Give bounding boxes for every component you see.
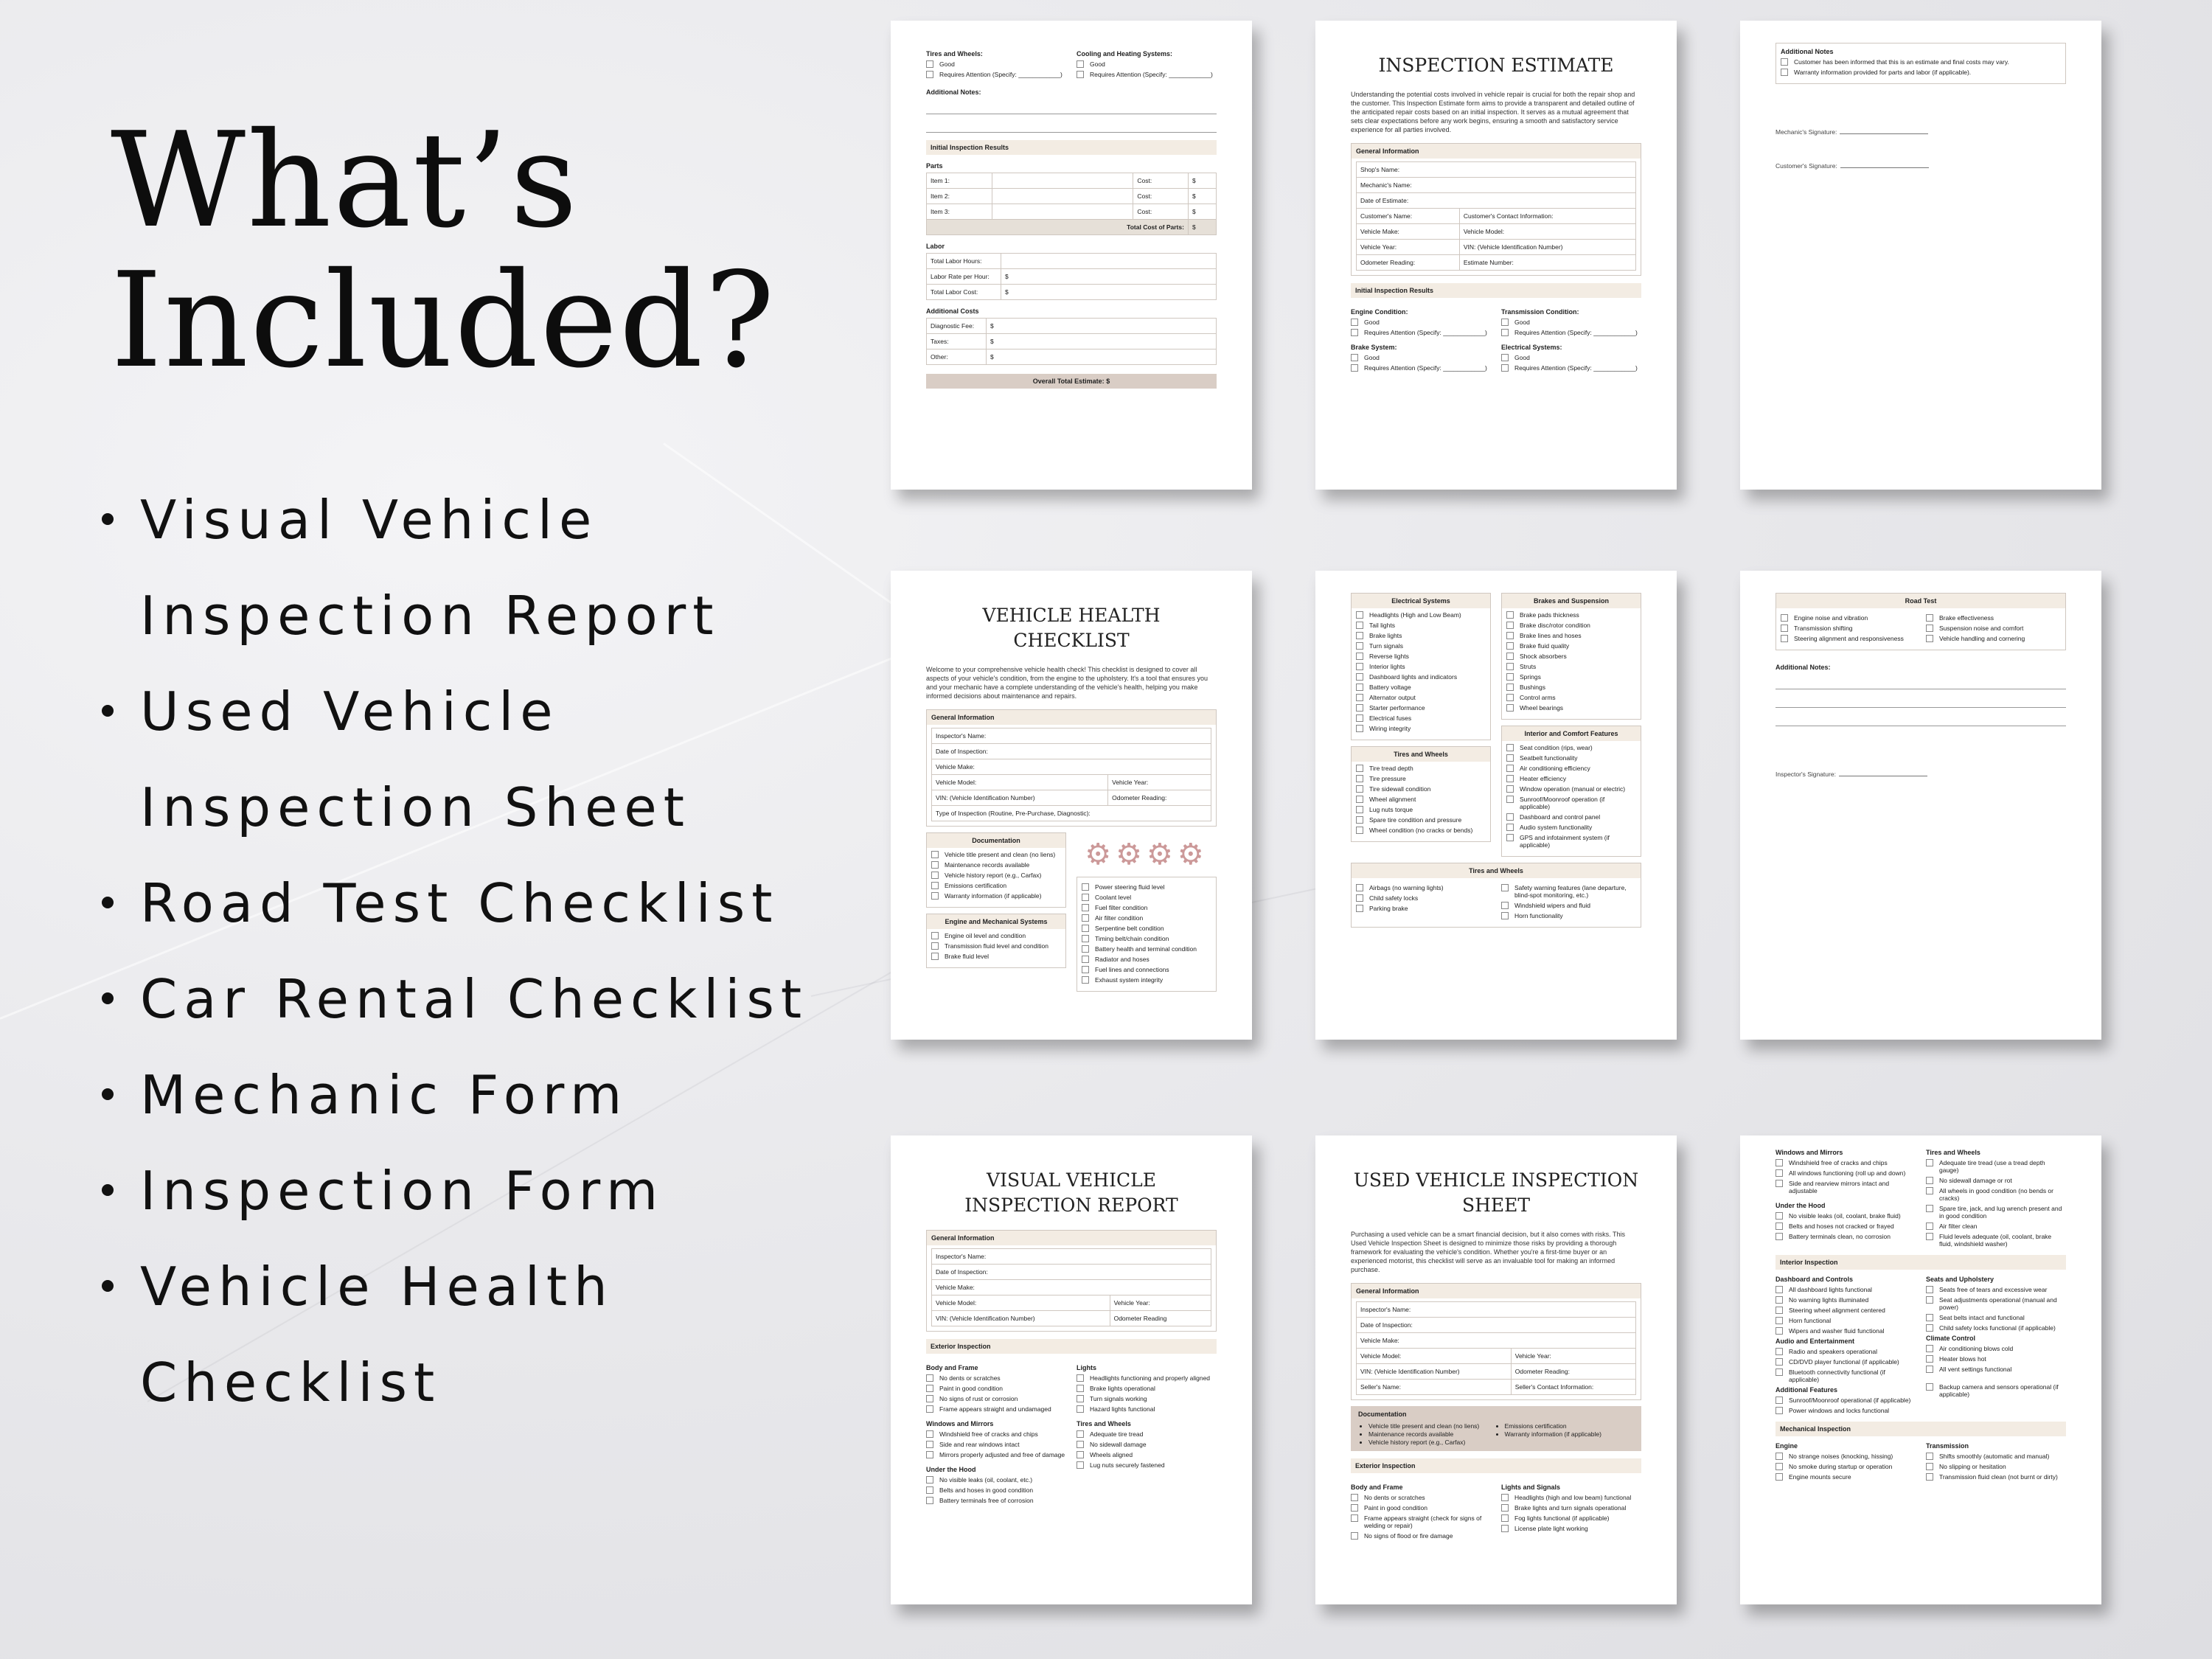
checkbox-item[interactable]: Brake pads thickness: [1506, 611, 1636, 619]
checkbox-item[interactable]: No smoke during startup or operation: [1775, 1463, 1916, 1470]
checkbox-item[interactable]: Lug nuts securely fastened: [1077, 1461, 1217, 1469]
checkbox-item[interactable]: Air conditioning efficiency: [1506, 765, 1636, 772]
checkbox-item[interactable]: Parking brake: [1356, 905, 1491, 912]
list-item: • Warranty information (if applicable): [1505, 1430, 1635, 1439]
additional-costs-table: Diagnostic Fee: $ Taxes: $ Other: $: [926, 318, 1217, 365]
checkbox-item[interactable]: Battery terminals clean, no corrosion: [1775, 1233, 1916, 1240]
checkbox-item[interactable]: Serpentine belt condition: [1082, 925, 1211, 932]
checkbox-item[interactable]: Good: [926, 60, 1066, 68]
checkbox-item[interactable]: All windows functioning (roll up and down): [1775, 1169, 1916, 1177]
included-list: [96, 472, 877, 1430]
checkbox-item[interactable]: Fuel filter condition: [1082, 904, 1211, 911]
checkbox-item[interactable]: Child safety locks functional (if applicable): [1926, 1324, 2066, 1332]
checkbox-item[interactable]: Shifts smoothly (automatic and manual): [1926, 1453, 2066, 1460]
mechanic-signature-label: Mechanic's Signature:: [1775, 128, 1837, 136]
checkbox-item[interactable]: Audio system functionality: [1506, 824, 1636, 831]
checkbox-item[interactable]: Good: [1501, 354, 1641, 361]
section-label: Cooling and Heating Systems:: [1077, 50, 1173, 58]
checkbox-item[interactable]: Lug nuts torque: [1356, 806, 1486, 813]
checkbox-item[interactable]: Fuel lines and connections: [1082, 966, 1211, 973]
checkbox-item[interactable]: Brake lines and hoses: [1506, 632, 1636, 639]
notes-line[interactable]: [926, 99, 1217, 114]
page-used-vehicle-interior: Windows and Mirrors Windshield free of cracks and chips All windows functioning (roll up and down) Side and rearview mirrors intact and adjustable Under the Hood No visible leaks (oil, coolant, brake fluid) Belts and hoses not cracked or frayed Battery terminals clean, no corrosion Tires and Wheels Adequate tire tread (use a tread depth gauge) No sidewall damage or rot All wheels in good condition (no bends or cracks) Spare tire, jack, and lug wrench present and in good condition Air filter clean Fluid levels adequate (oil, coolant, brake fluid, windshield washer) Interior Inspection Dashboard and Controls All dashboard lights functional No warning lights illuminated Steering wheel alignment centered Horn functional Wipers and washer fluid functional Audio and Entertainment Radio and speakers operational CD/DVD player functional (if applicable) Bluetooth connectivity functional (if applicable) Additional Features Sunroof/Moonroof operational (if applicable) Power windows and locks functional Seats and Upholstery Seats free of tears and excessive wear Seat adjustments operational (manual and power) Seat belts intact and functional Child safety locks functional (if applicable) Climate Control Air conditioning blows cold Heater blows hot All vent settings functional Backup camera and sensors operational (if applicable) Mechanical Inspection Engine No strange noises (knocking, hissing) No smoke during startup or operation Engine mounts secure Transmission Shifts smoothly (automatic and manual) No slipping or hesitation Transmission fluid clean (not burnt or dirty): [1740, 1135, 2101, 1604]
checkbox-item[interactable]: No warning lights illuminated: [1775, 1296, 1916, 1304]
checkbox-item[interactable]: Backup camera and sensors operational (if applicable): [1926, 1383, 2066, 1398]
checkbox-item[interactable]: No slipping or hesitation: [1926, 1463, 2066, 1470]
checkbox-item[interactable]: Mirrors properly adjusted and free of damage: [926, 1451, 1066, 1458]
notes-line[interactable]: [1775, 692, 2066, 708]
general-info-table: Inspector's Name: Date of Inspection: Vehicle Make: Vehicle Model: Vehicle Year: VIN: (Vehicle Identification Number) Odometer Reading: [931, 1248, 1211, 1326]
checkbox-item[interactable]: No dents or scratches: [1351, 1494, 1491, 1501]
page-used-vehicle-inspection-sheet: USED VEHICLE INSPECTION SHEET Purchasing a used vehicle can be a smart financial decision, but it also comes with risks. This Used Vehicle Inspection Sheet is designed to minimize those risks by providing a thorough framework for evaluating the vehicle's condition. Whether you're a first-time buyer or an experienced motorist, this checklist will serve as an invaluable tool for making an informed purchase. General Information Inspector's Name: Date of Inspection: Vehicle Make: Vehicle Model: Vehicle Year: VIN: (Vehicle Identification Number) Odometer Reading: Seller's Name: Seller's Contact Information: Documentation • Vehicle title present and clean (no liens) • Maintenance records available • Vehicle history report (e.g., Carfax) • Emissions certification • Warranty information (if applicable) Exterior Inspection Body and Frame No dents or scratches Paint in good condition Frame appears straight (check for signs of welding or repair) No signs of flood or fire damage Lights and Signals Headlights (high and low beam) functional Brake lights and turn signals operational Fog lights functional (if applicable) License plate light working: [1315, 1135, 1677, 1604]
checkbox-item[interactable]: Adequate tire tread (use a tread depth gauge): [1926, 1159, 2066, 1174]
checkbox-item[interactable]: Steering alignment and responsiveness: [1781, 635, 1916, 642]
checkbox-item[interactable]: Windshield wipers and fluid: [1501, 902, 1636, 909]
checkbox-item[interactable]: Bluetooth connectivity functional (if applicable): [1775, 1368, 1916, 1383]
parts-table: Item 1: Cost: $ Item 2: Cost: $ Item 3: Cost: $ Total Cost of Parts: $: [926, 173, 1217, 235]
list-item: • Vehicle history report (e.g., Carfax): [1368, 1439, 1498, 1447]
checkbox-item[interactable]: Transmission shifting: [1781, 625, 1916, 632]
checkbox-item[interactable]: Requires Attention (Specify: ____________): [1351, 329, 1491, 336]
checkbox-item[interactable]: Coolant level: [1082, 894, 1211, 901]
section-label: Tires and Wheels:: [926, 50, 983, 58]
checkbox-item[interactable]: Wipers and washer fluid functional: [1775, 1327, 1916, 1335]
section-header: Interior and Comfort Features: [1502, 726, 1641, 741]
checkbox-item[interactable]: Brake disc/rotor condition: [1506, 622, 1636, 629]
checkbox-item[interactable]: Emissions certification: [931, 882, 1061, 889]
checkbox-item[interactable]: Sunroof/Moonroof operational (if applicable): [1775, 1397, 1916, 1404]
checkbox-item[interactable]: Airbags (no warning lights): [1356, 884, 1491, 891]
checkbox-item[interactable]: Wiring integrity: [1356, 725, 1486, 732]
checkbox-item[interactable]: Alternator output: [1356, 694, 1486, 701]
checkbox-item[interactable]: Wheel condition (no cracks or bends): [1356, 827, 1486, 834]
checkbox-item[interactable]: Windshield free of cracks and chips: [926, 1430, 1066, 1438]
section-header: Interior Inspection: [1775, 1255, 2066, 1270]
page-inspection-estimate: INSPECTION ESTIMATE Understanding the potential costs involved in vehicle repair is crucial for both the repair shop and the customer. This Inspection Estimate form aims to provide a transparent and detailed outline of the anticipated repair costs based on an initial inspection. It serves as a mutual agreement that sets clear expectations before any work begins, ensuring a smooth and satisfactory service experience for all parties involved. General Information Shop's Name: Mechanic's Name: Date of Estimate: Customer's Name: Customer's Contact Information: Vehicle Make: Vehicle Model: Vehicle Year: VIN: (Vehicle Identification Number) Odometer Reading: Estimate Number: Initial Inspection Results Engine Condition: Good Requires Attention (Specify: ____________) Brake System: Good Requires Attention (Specify: ____________) Transmission Condition: Good Requires Attention (Specify: ____________) Electrical Systems: Good Requires Attention (Specify: ____________): [1315, 21, 1677, 490]
checkbox-item[interactable]: License plate light working: [1501, 1525, 1641, 1532]
checkbox-item[interactable]: Engine oil level and condition: [931, 932, 1061, 939]
section-header: General Information: [1352, 144, 1641, 159]
checkbox-item[interactable]: Brake fluid level: [931, 953, 1061, 960]
checkbox-item[interactable]: Radio and speakers operational: [1775, 1348, 1916, 1355]
checkbox-item[interactable]: Transmission fluid clean (not burnt or dirty): [1926, 1473, 2066, 1481]
section-header: Engine and Mechanical Systems: [927, 914, 1065, 929]
checkbox-item[interactable]: No sidewall damage: [1077, 1441, 1217, 1448]
checkbox-item[interactable]: Suspension noise and comfort: [1926, 625, 2061, 632]
checkbox-item[interactable]: Exhaust system integrity: [1082, 976, 1211, 984]
section-header: Tires and Wheels: [1352, 863, 1641, 878]
checkbox-item[interactable]: Child safety locks: [1356, 894, 1491, 902]
checkbox-item[interactable]: Warranty information (if applicable): [931, 892, 1061, 900]
checkbox-item[interactable]: Sunroof/Moonroof operation (if applicable): [1506, 796, 1636, 810]
list-item: Mechanic Form: [96, 1047, 877, 1143]
checkbox-item[interactable]: Frame appears straight and undamaged: [926, 1405, 1066, 1413]
checkbox-item[interactable]: Good: [1351, 354, 1491, 361]
list-item: Visual Vehicle Inspection Report: [96, 472, 877, 664]
checkbox-item[interactable]: Vehicle title present and clean (no liens): [931, 851, 1061, 858]
checkbox-item[interactable]: Seat belts intact and functional: [1926, 1314, 2066, 1321]
checkbox-item[interactable]: Windshield free of cracks and chips: [1775, 1159, 1916, 1166]
section-header: Electrical Systems: [1352, 594, 1490, 608]
checkbox-item[interactable]: Power steering fluid level: [1082, 883, 1211, 891]
checkbox-item[interactable]: Brake fluid quality: [1506, 642, 1636, 650]
intro-text: Understanding the potential costs involved in vehicle repair is crucial for both the repair shop and the customer. This Inspection Estimate form aims to provide a transparent and detailed outline of the anticipated repair costs based on an initial inspection. It serves as a mutual agreement that sets clear expectations before any work begins, ensuring a smooth and satisfactory service experience for all parties involved.: [1351, 91, 1635, 133]
checkbox-item[interactable]: All vent settings functional: [1926, 1366, 2066, 1373]
list-item: Car Rental Checklist: [96, 951, 877, 1047]
overall-total-label: Overall Total Estimate:: [1032, 378, 1105, 385]
checkbox-item[interactable]: Tire pressure: [1356, 775, 1486, 782]
list-item: • Maintenance records available: [1368, 1430, 1498, 1439]
checkbox-item[interactable]: Fluid levels adequate (oil, coolant, brake fluid, windshield washer): [1926, 1233, 2066, 1248]
section-label: Labor: [926, 243, 945, 250]
section-header: General Information: [927, 710, 1216, 725]
checkbox-item[interactable]: Frame appears straight (check for signs of welding or repair): [1351, 1514, 1491, 1529]
notes-line[interactable]: [1775, 711, 2066, 726]
checkbox-item[interactable]: No signs of rust or corrosion: [926, 1395, 1066, 1402]
headline: [111, 104, 776, 397]
notes-label: Additional Notes:: [1775, 664, 1831, 671]
page-health-checklist-systems: [1315, 571, 1677, 1040]
section-header: Brakes and Suspension: [1502, 594, 1641, 608]
checkbox-item[interactable]: Headlights (high and low beam) functional: [1501, 1494, 1641, 1501]
checkbox-item[interactable]: Requires Attention (Specify: ____________): [926, 71, 1066, 78]
section-header: Road Test: [1776, 594, 2065, 608]
section-header: Tires and Wheels: [1352, 747, 1490, 762]
page-estimate-costs: Tires and Wheels: Good Requires Attention (Specify: ____________) Cooling and Heating Systems: Good Requires Attention (Specify: ____________) Additional Notes: Initial Inspection Results Parts Item 1: Cost: $ Item 2: Cost: $ Item 3: Cost: $ Total Cost of Parts: $ Labor Total Labor Hours: Labor Rate per Hour: $ Total Labor Cost: $ Additional Costs Diagnostic Fee: $ Taxes: $ Other: $ Overall Total Estimate: $: [891, 21, 1252, 490]
checkbox-item[interactable]: Tire sidewall condition: [1356, 785, 1486, 793]
checkbox-item[interactable]: Requires Attention (Specify: ____________): [1077, 71, 1217, 78]
checkbox-item[interactable]: Safety warning features (lane departure, blind-spot monitoring, etc.): [1501, 884, 1636, 899]
notes-line[interactable]: [926, 117, 1217, 133]
headline-line-1: What’s: [111, 104, 580, 257]
checkbox-item[interactable]: Starter performance: [1356, 704, 1486, 712]
checkbox-item[interactable]: Battery health and terminal condition: [1082, 945, 1211, 953]
list-item: • Vehicle title present and clean (no liens): [1368, 1422, 1498, 1430]
checkbox-item[interactable]: Electrical fuses: [1356, 714, 1486, 722]
section-header: General Information: [1352, 1284, 1641, 1298]
section-label: Additional Costs: [926, 307, 979, 315]
checkbox-item[interactable]: Belts and hoses in good condition: [926, 1486, 1066, 1494]
page-title: INSPECTION ESTIMATE: [1378, 55, 1614, 76]
checkbox-item[interactable]: Dashboard and control panel: [1506, 813, 1636, 821]
section-header: General Information: [927, 1231, 1216, 1245]
section-header: Initial Inspection Results: [1351, 283, 1641, 298]
checkbox-item[interactable]: Side and rear windows intact: [926, 1441, 1066, 1448]
checkbox-item[interactable]: Maintenance records available: [931, 861, 1061, 869]
list-item: Vehicle Health Checklist: [96, 1239, 877, 1430]
checkbox-item[interactable]: Heater efficiency: [1506, 775, 1636, 782]
checkbox-item[interactable]: Air filter clean: [1926, 1222, 2066, 1230]
page-visual-vehicle-inspection-report: VISUAL VEHICLE INSPECTION REPORT General Information Inspector's Name: Date of Inspection: Vehicle Make: Vehicle Model: Vehicle Year: VIN: (Vehicle Identification Number) Odometer Reading Exterior Inspection Body and Frame No dents or scratches Paint in good condition No signs of rust or corrosion Frame appears straight and undamaged Windows and Mirrors Windshield free of cracks and chips Side and rear windows intact Mirrors properly adjusted and free of damage Under the Hood No visible leaks (oil, coolant, etc.) Belts and hoses in good condition Battery terminals free of corrosion Lights Headlights functioning and properly aligned Brake lights operational Turn signals working Hazard lights functional Tires and Wheels Adequate tire tread No sidewall damage Wheels aligned Lug nuts securely fastened: [891, 1135, 1252, 1604]
checkbox-item[interactable]: Vehicle handling and cornering: [1926, 635, 2061, 642]
checkbox-item[interactable]: Requires Attention (Specify: ____________): [1501, 364, 1641, 372]
checkbox-item[interactable]: Spare tire condition and pressure: [1356, 816, 1486, 824]
checkbox-item[interactable]: Brake lights and turn signals operational: [1501, 1504, 1641, 1512]
checkbox-item[interactable]: No sidewall damage or rot: [1926, 1177, 2066, 1184]
checkbox-item[interactable]: Headlights functioning and properly aligned: [1077, 1374, 1217, 1382]
checkbox-item[interactable]: Interior lights: [1356, 663, 1486, 670]
checkbox-item[interactable]: Side and rearview mirrors intact and adjustable: [1775, 1180, 1916, 1194]
checkbox-item[interactable]: Requires Attention (Specify: ____________): [1351, 364, 1491, 372]
checkbox-item[interactable]: Battery terminals free of corrosion: [926, 1497, 1066, 1504]
checkbox-item[interactable]: Power windows and locks functional: [1775, 1407, 1916, 1414]
checkbox-item[interactable]: Springs: [1506, 673, 1636, 681]
list-item: Road Test Checklist: [96, 855, 877, 951]
general-info-table: Inspector's Name: Date of Inspection: Vehicle Make: Vehicle Model: Vehicle Year: VIN: (Vehicle Identification Number) Odometer Reading: Seller's Name: Seller's Contact Information:: [1356, 1301, 1636, 1395]
checkbox-item[interactable]: Belts and hoses not cracked or frayed: [1775, 1222, 1916, 1230]
checkbox-item[interactable]: Wheels aligned: [1077, 1451, 1217, 1458]
checkbox-item[interactable]: Good: [1077, 60, 1217, 68]
checkbox-item[interactable]: Wheel bearings: [1506, 704, 1636, 712]
checkbox-item[interactable]: Brake effectiveness: [1926, 614, 2061, 622]
section-header: Initial Inspection Results: [926, 140, 1217, 155]
page-title: VISUAL VEHICLE INSPECTION REPORT: [964, 1169, 1178, 1216]
checkbox-item[interactable]: Brake lights: [1356, 632, 1486, 639]
checkbox-item[interactable]: Customer has been informed that this is an estimate and final costs may vary.: [1781, 58, 2061, 66]
intro-text: Purchasing a used vehicle can be a smart financial decision, but it also comes with risks. This Used Vehicle Inspection Sheet is designed to minimize those risks by providing a thorough framework for evaluating the vehicle's condition. Whether you're a first-time buyer or an experienced motorist, this checklist will serve as an invaluable tool for making an informed purchase.: [1351, 1231, 1626, 1273]
checkbox-item[interactable]: Horn functionality: [1501, 912, 1636, 919]
checkbox-item[interactable]: No visible leaks (oil, coolant, etc.): [926, 1476, 1066, 1484]
checkbox-item[interactable]: Radiator and hoses: [1082, 956, 1211, 963]
checkbox-item[interactable]: Control arms: [1506, 694, 1636, 701]
checkbox-item[interactable]: Seat adjustments operational (manual and power): [1926, 1296, 2066, 1311]
checkbox-item[interactable]: Tire tread depth: [1356, 765, 1486, 772]
checkbox-item[interactable]: Tail lights: [1356, 622, 1486, 629]
checkbox-item[interactable]: No strange noises (knocking, hissing): [1775, 1453, 1916, 1460]
checkbox-item[interactable]: Good: [1501, 319, 1641, 326]
general-info-table: Shop's Name: Mechanic's Name: Date of Estimate: Customer's Name: Customer's Contact Information: Vehicle Make: Vehicle Model: Vehicle Year: VIN: (Vehicle Identification Number) Odometer Reading: Estimate Number:: [1356, 161, 1636, 271]
checkbox-item[interactable]: Hazard lights functional: [1077, 1405, 1217, 1413]
checkbox-item[interactable]: Paint in good condition: [926, 1385, 1066, 1392]
notes-label: Additional Notes:: [926, 88, 981, 96]
checkbox-item[interactable]: Engine noise and vibration: [1781, 614, 1916, 622]
checkbox-item[interactable]: Reverse lights: [1356, 653, 1486, 660]
checkbox-item[interactable]: Wheel alignment: [1356, 796, 1486, 803]
checkbox-item[interactable]: Requires Attention (Specify: ____________): [1501, 329, 1641, 336]
checkbox-item[interactable]: Brake lights operational: [1077, 1385, 1217, 1392]
page-road-test: [1740, 571, 2101, 1040]
checkbox-item[interactable]: Battery voltage: [1356, 684, 1486, 691]
checkbox-item[interactable]: Seats free of tears and excessive wear: [1926, 1286, 2066, 1293]
checkbox-item[interactable]: Window operation (manual or electric): [1506, 785, 1636, 793]
checkbox-item[interactable]: Steering wheel alignment centered: [1775, 1307, 1916, 1314]
checkbox-item[interactable]: No signs of flood or fire damage: [1351, 1532, 1491, 1540]
checkbox-item[interactable]: Vehicle history report (e.g., Carfax): [931, 872, 1061, 879]
checkbox-item[interactable]: Engine mounts secure: [1775, 1473, 1916, 1481]
checkbox-item[interactable]: Seat condition (rips, wear): [1506, 744, 1636, 751]
checkbox-item[interactable]: Struts: [1506, 663, 1636, 670]
list-item: • Emissions certification: [1505, 1422, 1635, 1430]
checkbox-item[interactable]: Fog lights functional (if applicable): [1501, 1514, 1641, 1522]
section-label: Additional Notes: [1781, 48, 1834, 55]
checkbox-item[interactable]: GPS and infotainment system (if applicable): [1506, 834, 1636, 849]
checkbox-item[interactable]: Paint in good condition: [1351, 1504, 1491, 1512]
checkbox-item[interactable]: Air filter condition: [1082, 914, 1211, 922]
checkbox-item[interactable]: No visible leaks (oil, coolant, brake fluid): [1775, 1212, 1916, 1220]
customer-signature-label: Customer's Signature:: [1775, 162, 1837, 170]
checkbox-item[interactable]: Spare tire, jack, and lug wrench present and in good condition: [1926, 1205, 2066, 1220]
checkbox-item[interactable]: Turn signals working: [1077, 1395, 1217, 1402]
checkbox-item[interactable]: Good: [1351, 319, 1491, 326]
page-title: VEHICLE HEALTH CHECKLIST: [982, 605, 1161, 651]
headline-line-2: Included?: [111, 244, 776, 397]
checkbox-item[interactable]: Warranty information provided for parts and labor (if applicable).: [1781, 69, 2061, 76]
checkbox-item[interactable]: Seatbelt functionality: [1506, 754, 1636, 762]
labor-table: Total Labor Hours: Labor Rate per Hour: $ Total Labor Cost: $: [926, 253, 1217, 300]
checkbox-item[interactable]: No dents or scratches: [926, 1374, 1066, 1382]
general-info-table: Inspector's Name: Date of Inspection: Vehicle Make: Vehicle Model: Vehicle Year: VIN: (Vehicle Identification Number) Odometer Reading: Type of Inspection (Routine, Pre-Purchase, Diagnostic):: [931, 728, 1211, 821]
checkbox-item[interactable]: CD/DVD player functional (if applicable): [1775, 1358, 1916, 1366]
section-header: Exterior Inspection: [926, 1339, 1217, 1354]
list-item: Used Vehicle Inspection Sheet: [96, 664, 877, 855]
checkbox-item[interactable]: Dashboard lights and indicators: [1356, 673, 1486, 681]
checkbox-item[interactable]: Bushings: [1506, 684, 1636, 691]
inspector-signature-label: Inspector's Signature:: [1775, 771, 1836, 778]
checkbox-item[interactable]: Transmission fluid level and condition: [931, 942, 1061, 950]
page-title: USED VEHICLE INSPECTION SHEET: [1353, 1169, 1639, 1216]
checkbox-item[interactable]: Air conditioning blows cold: [1926, 1345, 2066, 1352]
checkbox-item[interactable]: Turn signals: [1356, 642, 1486, 650]
documentation-box: Documentation • Vehicle title present and clean (no liens) • Maintenance records available • Vehicle history report (e.g., Carfax) • Emissions certification • Warranty information (if applicable): [1351, 1406, 1641, 1451]
intro-text: Welcome to your comprehensive vehicle health check! This checklist is designed to cover all aspects of your vehicle's condition, from the engine to the upholstery. It's a tool that ensures you and your mechanic have a complete understanding of the vehicle's health, helping you make informed decisions about maintenance and repairs.: [926, 666, 1208, 700]
gear-icon: ⚙⚙⚙⚙: [1085, 838, 1208, 871]
section-header: Documentation: [927, 833, 1065, 848]
checkbox-item[interactable]: Heater blows hot: [1926, 1355, 2066, 1363]
notes-line[interactable]: [1775, 674, 2066, 689]
list-item: Inspection Form: [96, 1143, 877, 1239]
checkbox-item[interactable]: Adequate tire tread: [1077, 1430, 1217, 1438]
checkbox-item[interactable]: Horn functional: [1775, 1317, 1916, 1324]
section-label: Parts: [926, 162, 943, 170]
page-vehicle-health-checklist: [891, 571, 1252, 1040]
checkbox-item[interactable]: Headlights (High and Low Beam): [1356, 611, 1486, 619]
checkbox-item[interactable]: All dashboard lights functional: [1775, 1286, 1916, 1293]
section-header: Exterior Inspection: [1351, 1458, 1641, 1473]
page-estimate-signatures: [1740, 21, 2101, 490]
checkbox-item[interactable]: Timing belt/chain condition: [1082, 935, 1211, 942]
checkbox-item[interactable]: All wheels in good condition (no bends or cracks): [1926, 1187, 2066, 1202]
checkbox-item[interactable]: Shock absorbers: [1506, 653, 1636, 660]
section-header: Mechanical Inspection: [1775, 1422, 2066, 1436]
